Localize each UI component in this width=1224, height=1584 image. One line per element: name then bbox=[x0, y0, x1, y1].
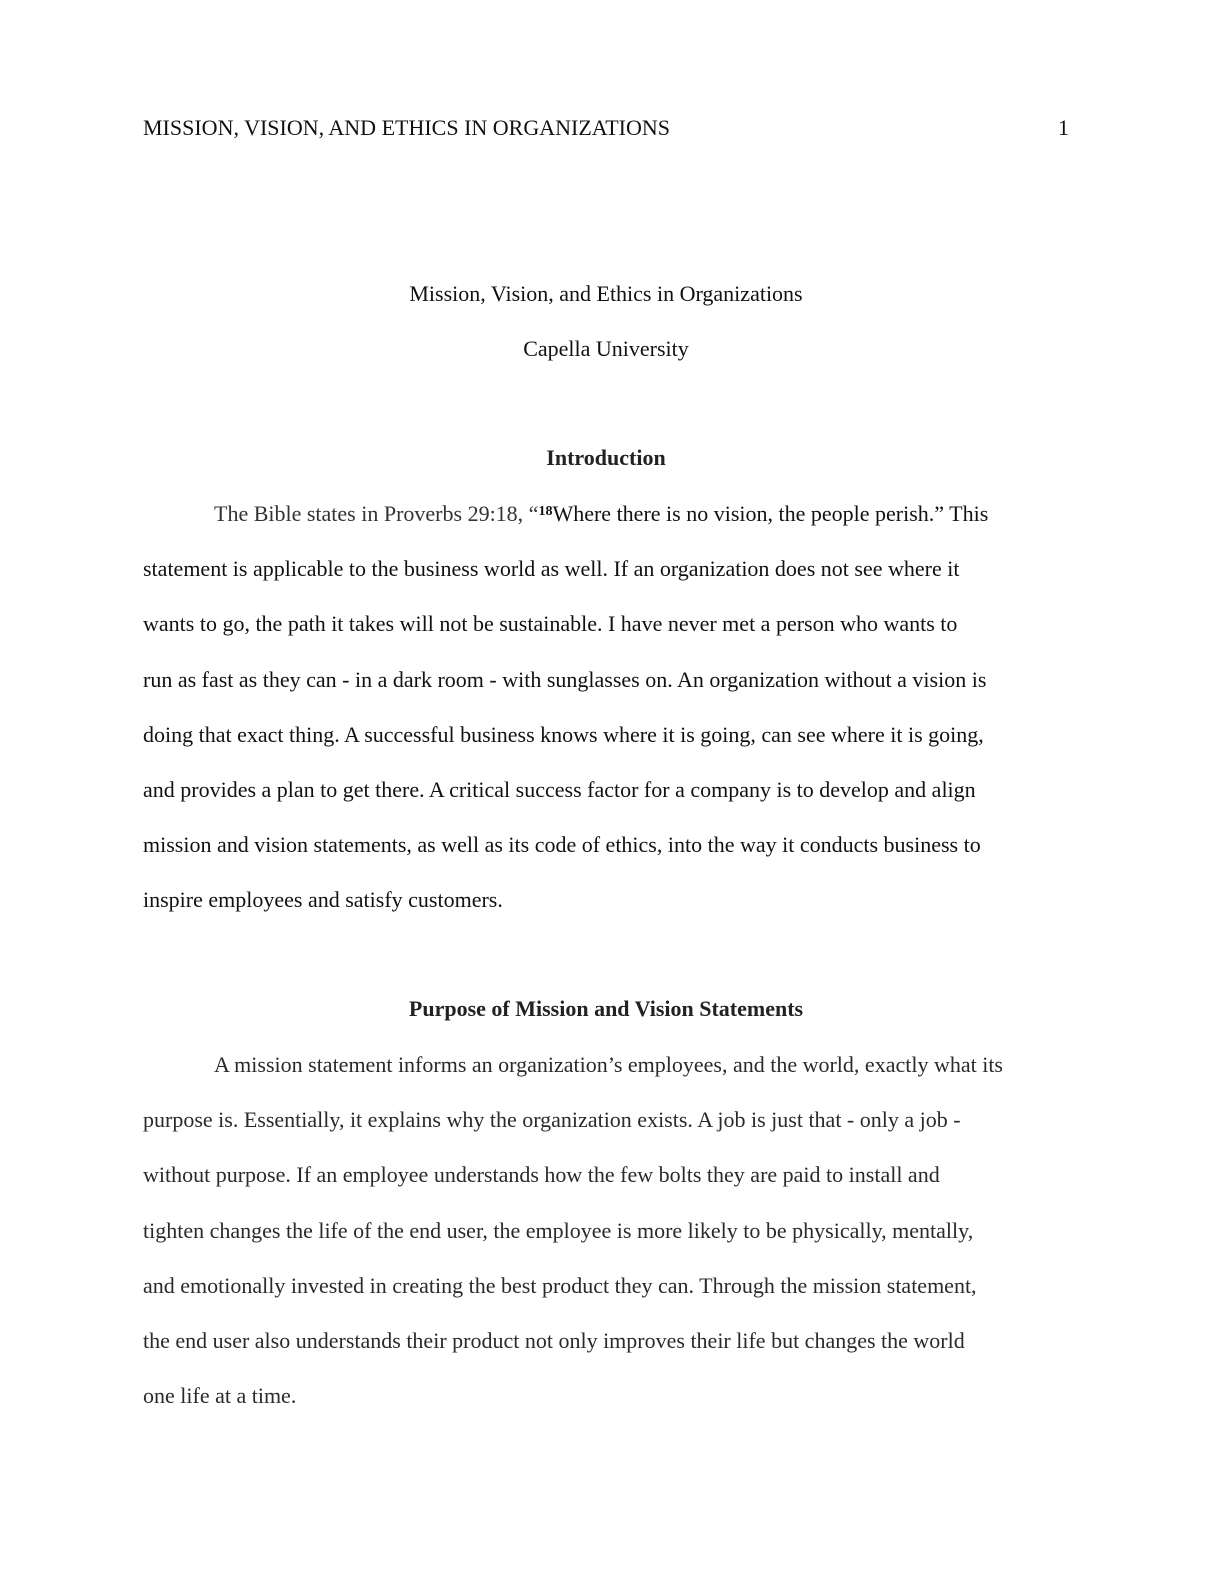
paragraph-line: inspire employees and satisfy customers. bbox=[143, 887, 503, 913]
purpose-paragraph bbox=[143, 1037, 1073, 1423]
paragraph-line: and emotionally invested in creating the best product they can. Through the mission statement, bbox=[143, 1272, 977, 1298]
running-head-title: MISSION, VISION, AND ETHICS IN ORGANIZATIONS bbox=[143, 115, 670, 140]
quote-text: Where there is no vision, the people perish.” This bbox=[552, 501, 989, 526]
paragraph-line: A mission statement informs an organization’s employees, and the world, exactly what its bbox=[214, 1052, 1003, 1077]
paragraph-line: wants to go, the path it takes will not be sustainable. I have never met a person who wants to bbox=[143, 611, 958, 637]
paragraph-line: doing that exact thing. A successful business knows where it is going, can see where it is going, bbox=[143, 721, 984, 747]
section-heading-introduction: Introduction bbox=[546, 445, 666, 470]
page-number: 1 bbox=[1058, 115, 1069, 140]
paragraph-line: one life at a time. bbox=[143, 1383, 297, 1409]
introduction-paragraph bbox=[143, 486, 1073, 928]
paragraph-line: mission and vision statements, as well as its code of ethics, into the way it conducts business to bbox=[143, 832, 981, 858]
paragraph-line: run as fast as they can - in a dark room - with sunglasses on. An organization without a vision is bbox=[143, 666, 987, 692]
paragraph-line: the end user also understands their product not only improves their life but changes the world bbox=[143, 1327, 965, 1353]
paper-title: Mission, Vision, and Ethics in Organizations bbox=[409, 281, 803, 306]
paragraph-line: without purpose. If an employee understands how the few bolts they are paid to install and bbox=[143, 1162, 940, 1188]
paragraph-line: purpose is. Essentially, it explains why the organization exists. A job is just that - only a job - bbox=[143, 1107, 961, 1133]
running-head bbox=[143, 112, 1069, 144]
quote-lead-in: The Bible states in Proverbs 29:18, “ bbox=[214, 501, 539, 526]
paragraph-line: tighten changes the life of the end user, the employee is more likely to be physically, mentally, bbox=[143, 1217, 974, 1243]
verse-number: 18 bbox=[538, 504, 553, 519]
paragraph-line: statement is applicable to the business world as well. If an organization does not see where it bbox=[143, 556, 960, 582]
paragraph-line: and provides a plan to get there. A critical success factor for a company is to develop and align bbox=[143, 776, 976, 802]
institution-name: Capella University bbox=[523, 336, 689, 361]
section-heading-purpose: Purpose of Mission and Vision Statements bbox=[408, 996, 804, 1021]
paragraph-line bbox=[143, 486, 1073, 541]
